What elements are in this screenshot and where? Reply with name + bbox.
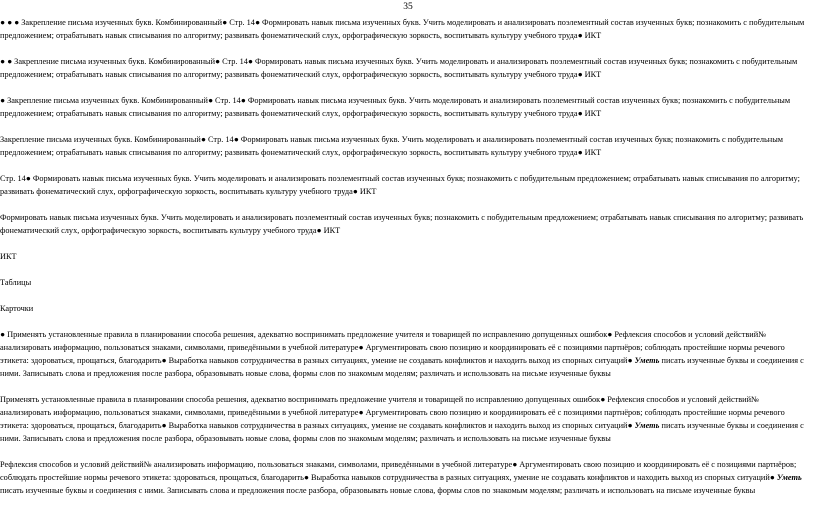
skills-emphasis: Уметь bbox=[634, 356, 660, 365]
paragraph-lesson-3: ● Закрепление письма изученных букв. Комбинированный● Стр. 14● Формировать навык письма изученных букв. Учить моделировать и анализировать поэлементный состав изученных букв; познакомить с побудительным предложением; отрабатывать навык списывания по алгоритму; развивать фонематический слух, орфографическую зоркость, воспитывать культуру учебного труда● ИКТ bbox=[0, 96, 793, 118]
page-number: 35 bbox=[403, 2, 413, 12]
skills-text-after: писать изученные буквы и соединения с ними. Записывать слова и предложения после разбора, образовывать новые слова, формы слов по знакомым моделям; различать и использовать на письме изученные буквы bbox=[0, 356, 806, 378]
skills-text-after: писать изученные буквы и соединения с ними. Записывать слова и предложения после разбора, образовывать новые слова, формы слов по знакомым моделям; различать и использовать на письме изученные буквы bbox=[0, 421, 806, 443]
skills-emphasis: Уметь bbox=[634, 421, 660, 430]
skills-text: Применять установленные правила в планировании способа решения, адекватно воспринимать предложение учителя и товарищей по исправлению допущенных ошибок● Рефлексия способов и условий действий№ анализировать информацию, пользоваться знаками, символами, приведёнными в учебной литературе● Аргументировать свою позицию и координировать её с позициями партнёров; соблюдать простейшие нормы речевого этикета: здороваться, прощаться, благодарить● Выработка навыков сотрудничества в разных ситуациях, умение не создавать конфликтов и находить выход из спорных ситуаций● bbox=[0, 395, 787, 430]
paragraph-skills-2 bbox=[0, 393, 808, 445]
skills-text: ● Применять установленные правила в планировании способа решения, адекватно воспринимать предложение учителя и товарищей по исправлению допущенных ошибок● Рефлексия способов и условий действий№ анализировать информацию, пользоваться знаками, символами, приведёнными в учебной литературе● Аргументировать свою позицию и координировать её с позициями партнёров; соблюдать простейшие нормы речевого этикета: здороваться, прощаться, благодарить● Выработка навыков сотрудничества в разных ситуациях, умение не создавать конфликтов и находить выход из спорных ситуаций● bbox=[0, 330, 787, 365]
paragraph-ikt: ИКТ bbox=[0, 252, 17, 261]
paragraph-lesson-4: Закрепление письма изученных букв. Комбинированный● Стр. 14● Формировать навык письма изученных букв. Учить моделировать и анализировать поэлементный состав изученных букв; познакомить с побудительным предложением; отрабатывать навык списывания по алгоритму; развивать фонематический слух, орфографическую зоркость, воспитывать культуру учебного труда● ИКТ bbox=[0, 135, 786, 157]
paragraph-tables: Таблицы bbox=[0, 278, 32, 287]
skills-text-after: писать изученные буквы и соединения с ними. Записывать слова и предложения после разбора, образовывать новые слова, формы слов по знакомым моделям; различать и использовать на письме изученные буквы bbox=[0, 473, 804, 495]
paragraph-lesson-5: Стр. 14● Формировать навык письма изученных букв. Учить моделировать и анализировать поэлементный состав изученных букв; познакомить с побудительным предложением; отрабатывать навык списывания по алгоритму; развивать фонематический слух, орфографическую зоркость, воспитывать культуру учебного труда● ИКТ bbox=[0, 174, 802, 196]
paragraph-skills-1 bbox=[0, 328, 808, 380]
paragraph-skills-3 bbox=[0, 458, 808, 497]
paragraph-lesson-2: ● ● Закрепление письма изученных букв. Комбинированный● Стр. 14● Формировать навык письма изученных букв. Учить моделировать и анализировать поэлементный состав изученных букв; познакомить с побудительным предложением; отрабатывать навык списывания по алгоритму; развивать фонематический слух, орфографическую зоркость, воспитывать культуру учебного труда● ИКТ bbox=[0, 57, 800, 79]
skills-text: Рефлексия способов и условий действий№ анализировать информацию, пользоваться знаками, символами, приведёнными в учебной литературе● Аргументировать свою позицию и координировать её с позициями партнёров; соблюдать простейшие нормы речевого этикета: здороваться, прощаться, благодарить● Выработка навыков сотрудничества в разных ситуациях, умение не создавать конфликтов и находить выход из спорных ситуаций● bbox=[0, 460, 799, 482]
paragraph-lesson-6: Формировать навык письма изученных букв. Учить моделировать и анализировать поэлементный состав изученных букв; познакомить с побудительным предложением; отрабатывать навык списывания по алгоритму; развивать фонематический слух, орфографическую зоркость, воспитывать культуру учебного труда● ИКТ bbox=[0, 213, 806, 235]
document-body bbox=[0, 16, 808, 510]
paragraph-lesson-1: ● ● ● Закрепление письма изученных букв. Комбинированный● Стр. 14● Формировать навык письма изученных букв. Учить моделировать и анализировать поэлементный состав изученных букв; познакомить с побудительным предложением; отрабатывать навык списывания по алгоритму; развивать фонематический слух, орфографическую зоркость, воспитывать культуру учебного труда● ИКТ bbox=[0, 18, 807, 40]
skills-emphasis: Уметь bbox=[776, 473, 802, 482]
paragraph-cards: Карточки bbox=[0, 304, 34, 313]
